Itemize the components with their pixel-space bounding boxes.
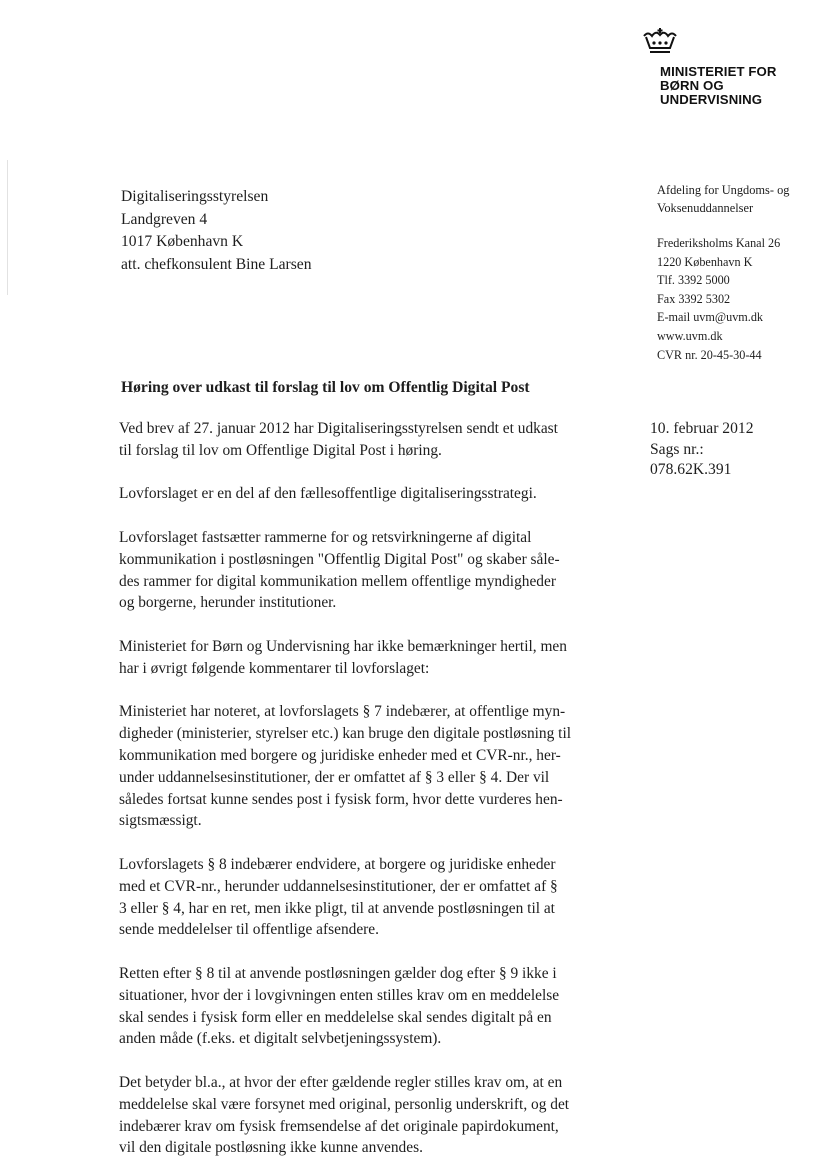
body-paragraph <box>119 1072 589 1159</box>
body-line: vil den digitale postløsning ikke kunne anvendes. <box>119 1139 423 1157</box>
body-line: sende meddelelser til offentlige afsendere. <box>119 921 379 939</box>
recipient-line: att. chefkonsulent Bine Larsen <box>121 255 312 273</box>
body-line: Det betyder bl.a., at hvor der efter gældende regler stilles krav om, at en <box>119 1073 563 1091</box>
contact-line: Tlf. 3392 5000 <box>657 273 730 288</box>
ministry-name-line: BØRN OG <box>660 78 724 93</box>
body-line: skal sendes i fysisk form eller en meddelelse skal sendes digitalt på en <box>119 1008 552 1026</box>
crown-logo-icon <box>640 26 680 56</box>
body-line: har i øvrigt følgende kommentarer til lovforslaget: <box>119 659 430 677</box>
body-line: indebærer krav om fysisk fremsendelse af det originale papirdokument, <box>119 1117 559 1135</box>
body-line: Ministeriet for Børn og Undervisning har ikke bemærkninger hertil, men <box>119 637 567 655</box>
body-line: 3 eller § 4, har en ret, men ikke pligt, til at anvende postløsningen til at <box>119 899 555 917</box>
body-line: Lovforslaget fastsætter rammerne for og retsvirkningerne af digital <box>119 528 532 546</box>
body-line: digheder (ministerier, styrelser etc.) kan bruge den digitale postløsning til <box>119 725 572 743</box>
body-paragraph <box>119 963 589 1050</box>
body-line: meddelelse skal være forsynet med original, personlig underskrift, og det <box>119 1095 570 1113</box>
letter-meta <box>650 419 754 481</box>
contact-line: www.uvm.dk <box>657 328 723 343</box>
body-line: Lovforslagets § 8 indebærer endvidere, at borgere og juridiske enheder <box>119 855 556 873</box>
body-line: til forslag til lov om Offentlige Digital Post i høring. <box>119 441 442 459</box>
contact-line: CVR nr. 20-45-30-44 <box>657 347 762 362</box>
body-paragraph <box>119 636 589 680</box>
ministry-name <box>660 65 820 107</box>
body-line: sigtsmæssigt. <box>119 812 202 830</box>
letter-body <box>119 418 589 1159</box>
body-line: med et CVR-nr., herunder uddannelsesinstitutioner, der er omfattet af § <box>119 877 558 895</box>
department-line: Voksenuddannelser <box>657 201 754 216</box>
body-paragraph <box>119 527 589 614</box>
contact-line: 1220 København K <box>657 254 753 269</box>
body-line: og borgerne, herunder institutioner. <box>119 594 337 612</box>
sender-department <box>657 181 822 217</box>
body-paragraph <box>119 483 589 505</box>
body-line: under uddannelsesinstitutioner, der er omfattet af § 3 eller § 4. Der vil <box>119 768 550 786</box>
body-line: situationer, hvor der i lovgivningen enten stilles krav om en meddelelse <box>119 986 560 1004</box>
recipient-line: Landgreven 4 <box>121 210 208 228</box>
recipient-line: Digitaliseringsstyrelsen <box>121 188 269 205</box>
body-line: Ved brev af 27. januar 2012 har Digitaliseringsstyrelsen sendt et udkast <box>119 420 558 437</box>
body-line: således fortsat kunne sendes post i fysisk form, hvor dette vurderes hen- <box>119 790 563 808</box>
body-line: Ministeriet har noteret, at lovforslagets § 7 indebærer, at offentlige myn- <box>119 703 566 721</box>
letter-date: 10. februar 2012 <box>650 420 754 437</box>
sender-contact <box>657 234 780 364</box>
body-line: Lovforslaget er en del af den fællesoffentlige digitaliseringsstrategi. <box>119 485 537 503</box>
body-paragraph <box>119 418 589 462</box>
case-number-label: Sags nr.: <box>650 440 704 458</box>
department-line: Afdeling for Ungdoms- og <box>657 183 790 197</box>
body-line: kommunikation med borgere og juridiske enheder med et CVR-nr., her- <box>119 746 561 764</box>
contact-line: Fax 3392 5302 <box>657 291 731 306</box>
body-line: kommunikation i postløsningen "Offentlig Digital Post" og skaber såle- <box>119 550 560 568</box>
body-line: anden måde (f.eks. et digitalt selvbetjeningssystem). <box>119 1030 442 1048</box>
recipient-line: 1017 København K <box>121 233 244 250</box>
body-paragraph <box>119 854 589 941</box>
ministry-name-line: UNDERVISNING <box>660 92 763 107</box>
body-line: des rammer for digital kommunikation mellem offentlige myndigheder <box>119 572 556 590</box>
recipient-address <box>121 186 312 276</box>
case-number: 078.62K.391 <box>650 461 732 478</box>
contact-line: E-mail uvm@uvm.dk <box>657 310 764 325</box>
letter-subject: Høring over udkast til forslag til lov om Offentlig Digital Post <box>121 379 530 396</box>
body-line: Retten efter § 8 til at anvende postløsningen gælder dog efter § 9 ikke i <box>119 964 557 982</box>
ministry-name-line: MINISTERIET FOR <box>660 64 777 79</box>
scan-edge-line <box>7 160 8 295</box>
body-paragraph <box>119 701 589 832</box>
contact-line: Frederiksholms Kanal 26 <box>657 236 781 250</box>
